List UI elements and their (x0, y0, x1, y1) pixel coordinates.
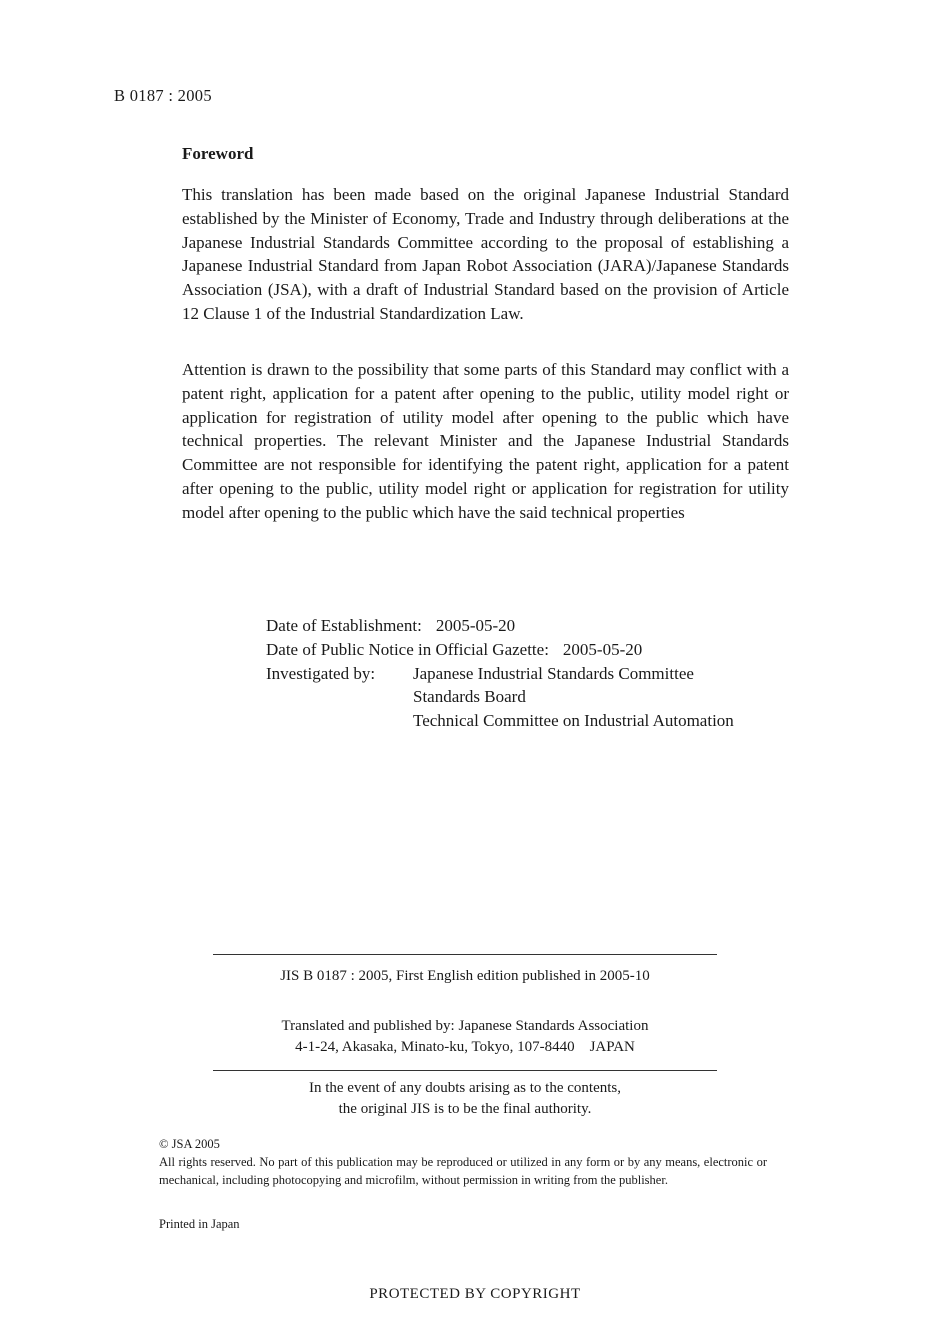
copyright-notice: © JSA 2005 (159, 1137, 220, 1151)
printed-in: Printed in Japan (159, 1217, 240, 1231)
rights-statement: All rights reserved. No part of this publication may be reproduced or utilized in any form or by any means, electronic or mechanical, including photocopying and microfilm, without permission in writing from the publisher. (159, 1155, 767, 1187)
gazette-date-label: Date of Public Notice in Official Gazette: (266, 639, 549, 659)
investigator-line: Standards Board (413, 687, 526, 707)
publisher-address: 4-1-24, Akasaka, Minato-ku, Tokyo, 107-8440 JAPAN (295, 1039, 635, 1055)
publisher-line: Translated and published by: Japanese Standards Association (281, 1018, 649, 1034)
establishment-details (266, 614, 734, 733)
edition-statement: JIS B 0187 : 2005, First English edition published in 2005-10 (280, 968, 650, 984)
establishment-date-value: 2005-05-20 (435, 616, 516, 635)
document-code: B 0187 : 2005 (114, 86, 212, 105)
divider-bottom (213, 1070, 717, 1071)
investigated-by-label: Investigated by: (266, 663, 376, 683)
authority-note (213, 1078, 717, 1120)
gazette-date-value: 2005-05-20 (562, 639, 643, 659)
investigator-line: Technical Committee on Industrial Automation (413, 711, 734, 731)
foreword-paragraph-2: Attention is drawn to the possibility that some parts of this Standard may conflict with a patent right, application for a patent after opening to the public, utility model right or application for registration of utility model after opening to the public which have technical properties. The relevant Minister and the Japanese Industrial Standards Committee are not responsible for identifying the patent right, application for a patent after opening to the public, utility model right or application for registration for utility model after opening to the public which have the said technical properties (182, 360, 789, 522)
authority-note-line-2: the original JIS is to be the final authority. (338, 1101, 592, 1117)
protected-watermark: PROTECTED BY COPYRIGHT (369, 1286, 581, 1302)
gazette-date-row (266, 638, 734, 662)
investigator-line: Japanese Industrial Standards Committee (413, 663, 694, 683)
investigated-by-row (266, 662, 734, 733)
divider-top (213, 954, 717, 955)
authority-note-line-1: In the event of any doubts arising as to the contents, (308, 1080, 621, 1096)
foreword-heading: Foreword (182, 144, 254, 163)
investigated-by-list (413, 662, 734, 733)
establishment-date-label: Date of Establishment: (266, 616, 422, 635)
publisher-block (213, 1016, 717, 1058)
establishment-date-row (266, 614, 734, 638)
foreword-paragraph-1: This translation has been made based on the original Japanese Industrial Standard established by the Minister of Economy, Trade and Industry through deliberations at the Japanese Industrial Standards Committee according to the proposal of establishing a Japanese Industrial Standard from Japan Robot Association (JARA)/Japanese Standards Association (JSA), with a draft of Industrial Standard based on the provision of Article 12 Clause 1 of the Industrial Standardization Law. (182, 185, 789, 323)
